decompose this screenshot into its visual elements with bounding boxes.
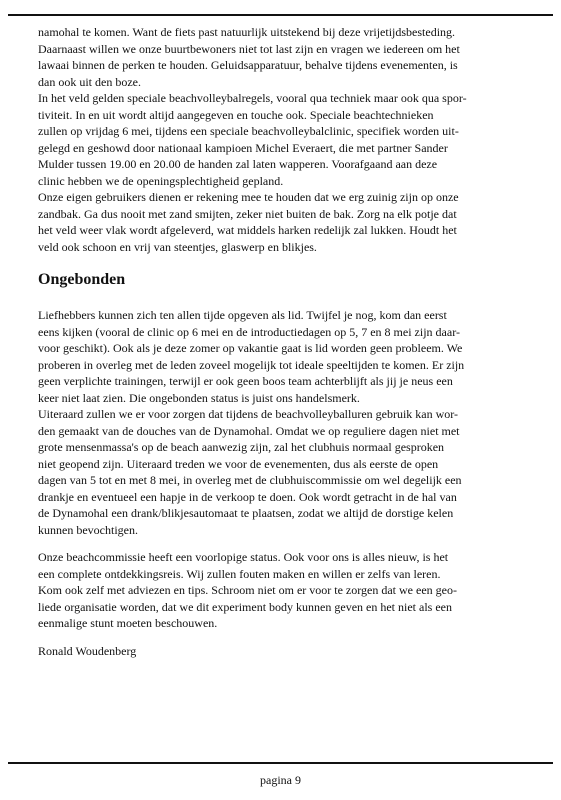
page-number: pagina 9 xyxy=(260,773,301,787)
text-line: een complete ontdekkingsreis. Wij zullen fouten maken en willen er zelfs van leren. xyxy=(38,566,441,581)
text-line: Daarnaast willen we onze buurtbewoners niet tot last zijn en vragen we iedereen om het xyxy=(38,41,460,56)
text-line: den gemaakt van de douches van de Dynamohal. Omdat we op reguliere dagen niet met xyxy=(38,423,460,438)
text-line: gelegd en geshowd door nationaal kampioen Michel Everaert, die met partner Sander xyxy=(38,140,448,155)
text-line: zullen op vrijdag 6 mei, tijdens een speciale beachvolleybalclinic, specifiek worden uit- xyxy=(38,124,459,138)
text-line: Onze beachcommissie heeft een voorlopige status. Ook voor ons is alles nieuw, is het xyxy=(38,550,449,564)
text-line: Kom ook zelf met adviezen en tips. Schroom niet om er voor te zorgen dat we een geo- xyxy=(38,583,457,597)
paragraph-spacer xyxy=(38,632,535,643)
text-line: het veld weer vlak wordt afgeleverd, wat middels harken redelijk zal lukken. Houdt het xyxy=(38,223,457,237)
text-line: niet geopend zijn. Uiteraard treden we voor de evenementen, dus als eerste de open xyxy=(38,456,439,471)
text-line: grote mensenmassa's op de beach aanwezig zijn, zal het clubhuis normaal gesproken xyxy=(38,440,445,454)
text-line: eenmalige stunt moeten beschouwen. xyxy=(38,616,218,630)
text-line: dan ook uit den boze. xyxy=(38,74,141,89)
bottom-rule xyxy=(8,762,553,764)
text-line: geen verplichte trainingen, terwijl er ook geen boos team achterblijft als jij je neus een xyxy=(38,374,453,388)
paragraph-spacer xyxy=(38,538,535,549)
text-line: zandbak. Ga dus nooit met zand smijten, zeker niet buiten de bak. Zorg na elk potje dat xyxy=(38,206,457,221)
body-paragraph xyxy=(38,307,535,538)
closing-paragraph xyxy=(38,549,535,632)
text-line: kunnen bevochtigen. xyxy=(38,522,138,537)
text-line: tiviteit. In en uit wordt altijd aangegeven en touche ook. Speciale beachtechnieken xyxy=(38,107,434,122)
text-line: Uiteraard zullen we er voor zorgen dat tijdens de beachvolleyballuren gebruik kan wor- xyxy=(38,407,459,421)
text-line: In het veld gelden speciale beachvolleybalregels, vooral qua techniek maar ook qua spor- xyxy=(38,91,467,105)
text-line: eens kijken (vooral de clinic op 6 mei en de introductiedagen op 5, 7 en 8 mei zijn daar- xyxy=(38,324,460,339)
text-line: Liefhebbers kunnen zich ten allen tijde opgeven als lid. Twijfel je nog, kom dan eerst xyxy=(38,308,447,322)
text-line: proberen in overleg met de leden zoveel mogelijk tot ideale speeltijden te komen. Er zijn xyxy=(38,357,465,372)
author-signature: Ronald Woudenberg xyxy=(38,643,137,658)
text-line: veld ook schoon en vrij van steentjes, glaswerp en blikjes. xyxy=(38,239,317,254)
text-line: Mulder tussen 19.00 en 20.00 de handen zal laten wapperen. Voorafgaand aan deze xyxy=(38,157,438,171)
section-heading: Ongebonden xyxy=(38,271,126,288)
text-line: namohal te komen. Want de fiets past natuurlijk uitstekend bij deze vrijetijdsbesteding. xyxy=(38,25,456,39)
text-line: keer niet laat zien. Die ongebonden status is juist ons handelsmerk. xyxy=(38,390,360,405)
text-line: liede organisatie worden, dat we dit experiment body kunnen geven en het niet als een xyxy=(38,599,452,614)
text-line: voor geschikt). Ook als je deze zomer op vakantie gaat is lid worden geen probleem. We xyxy=(38,341,463,355)
intro-paragraph xyxy=(38,24,535,255)
text-line: lawaai binnen de perken te houden. Geluidsapparatuur, behalve tijdens evenementen, is xyxy=(38,58,458,72)
text-line: Onze eigen gebruikers dienen er rekening mee te houden dat we erg zuinig zijn op onze xyxy=(38,190,459,204)
text-line: clinic hebben we de openingsplechtigheid gepland. xyxy=(38,173,284,188)
text-line: de Dynamohal een drank/blikjesautomaat te plaatsen, zodat we altijd de dorstige kelen xyxy=(38,506,454,520)
article-body xyxy=(38,24,535,659)
text-line: drankje en eventueel een hapje in de verkoop te doen. Ook wordt getracht in de hal van xyxy=(38,489,457,504)
text-line: dagen van 5 tot en met 8 mei, in overleg met de clubhuiscommissie om wel degelijk een xyxy=(38,473,462,487)
top-rule xyxy=(8,14,553,16)
